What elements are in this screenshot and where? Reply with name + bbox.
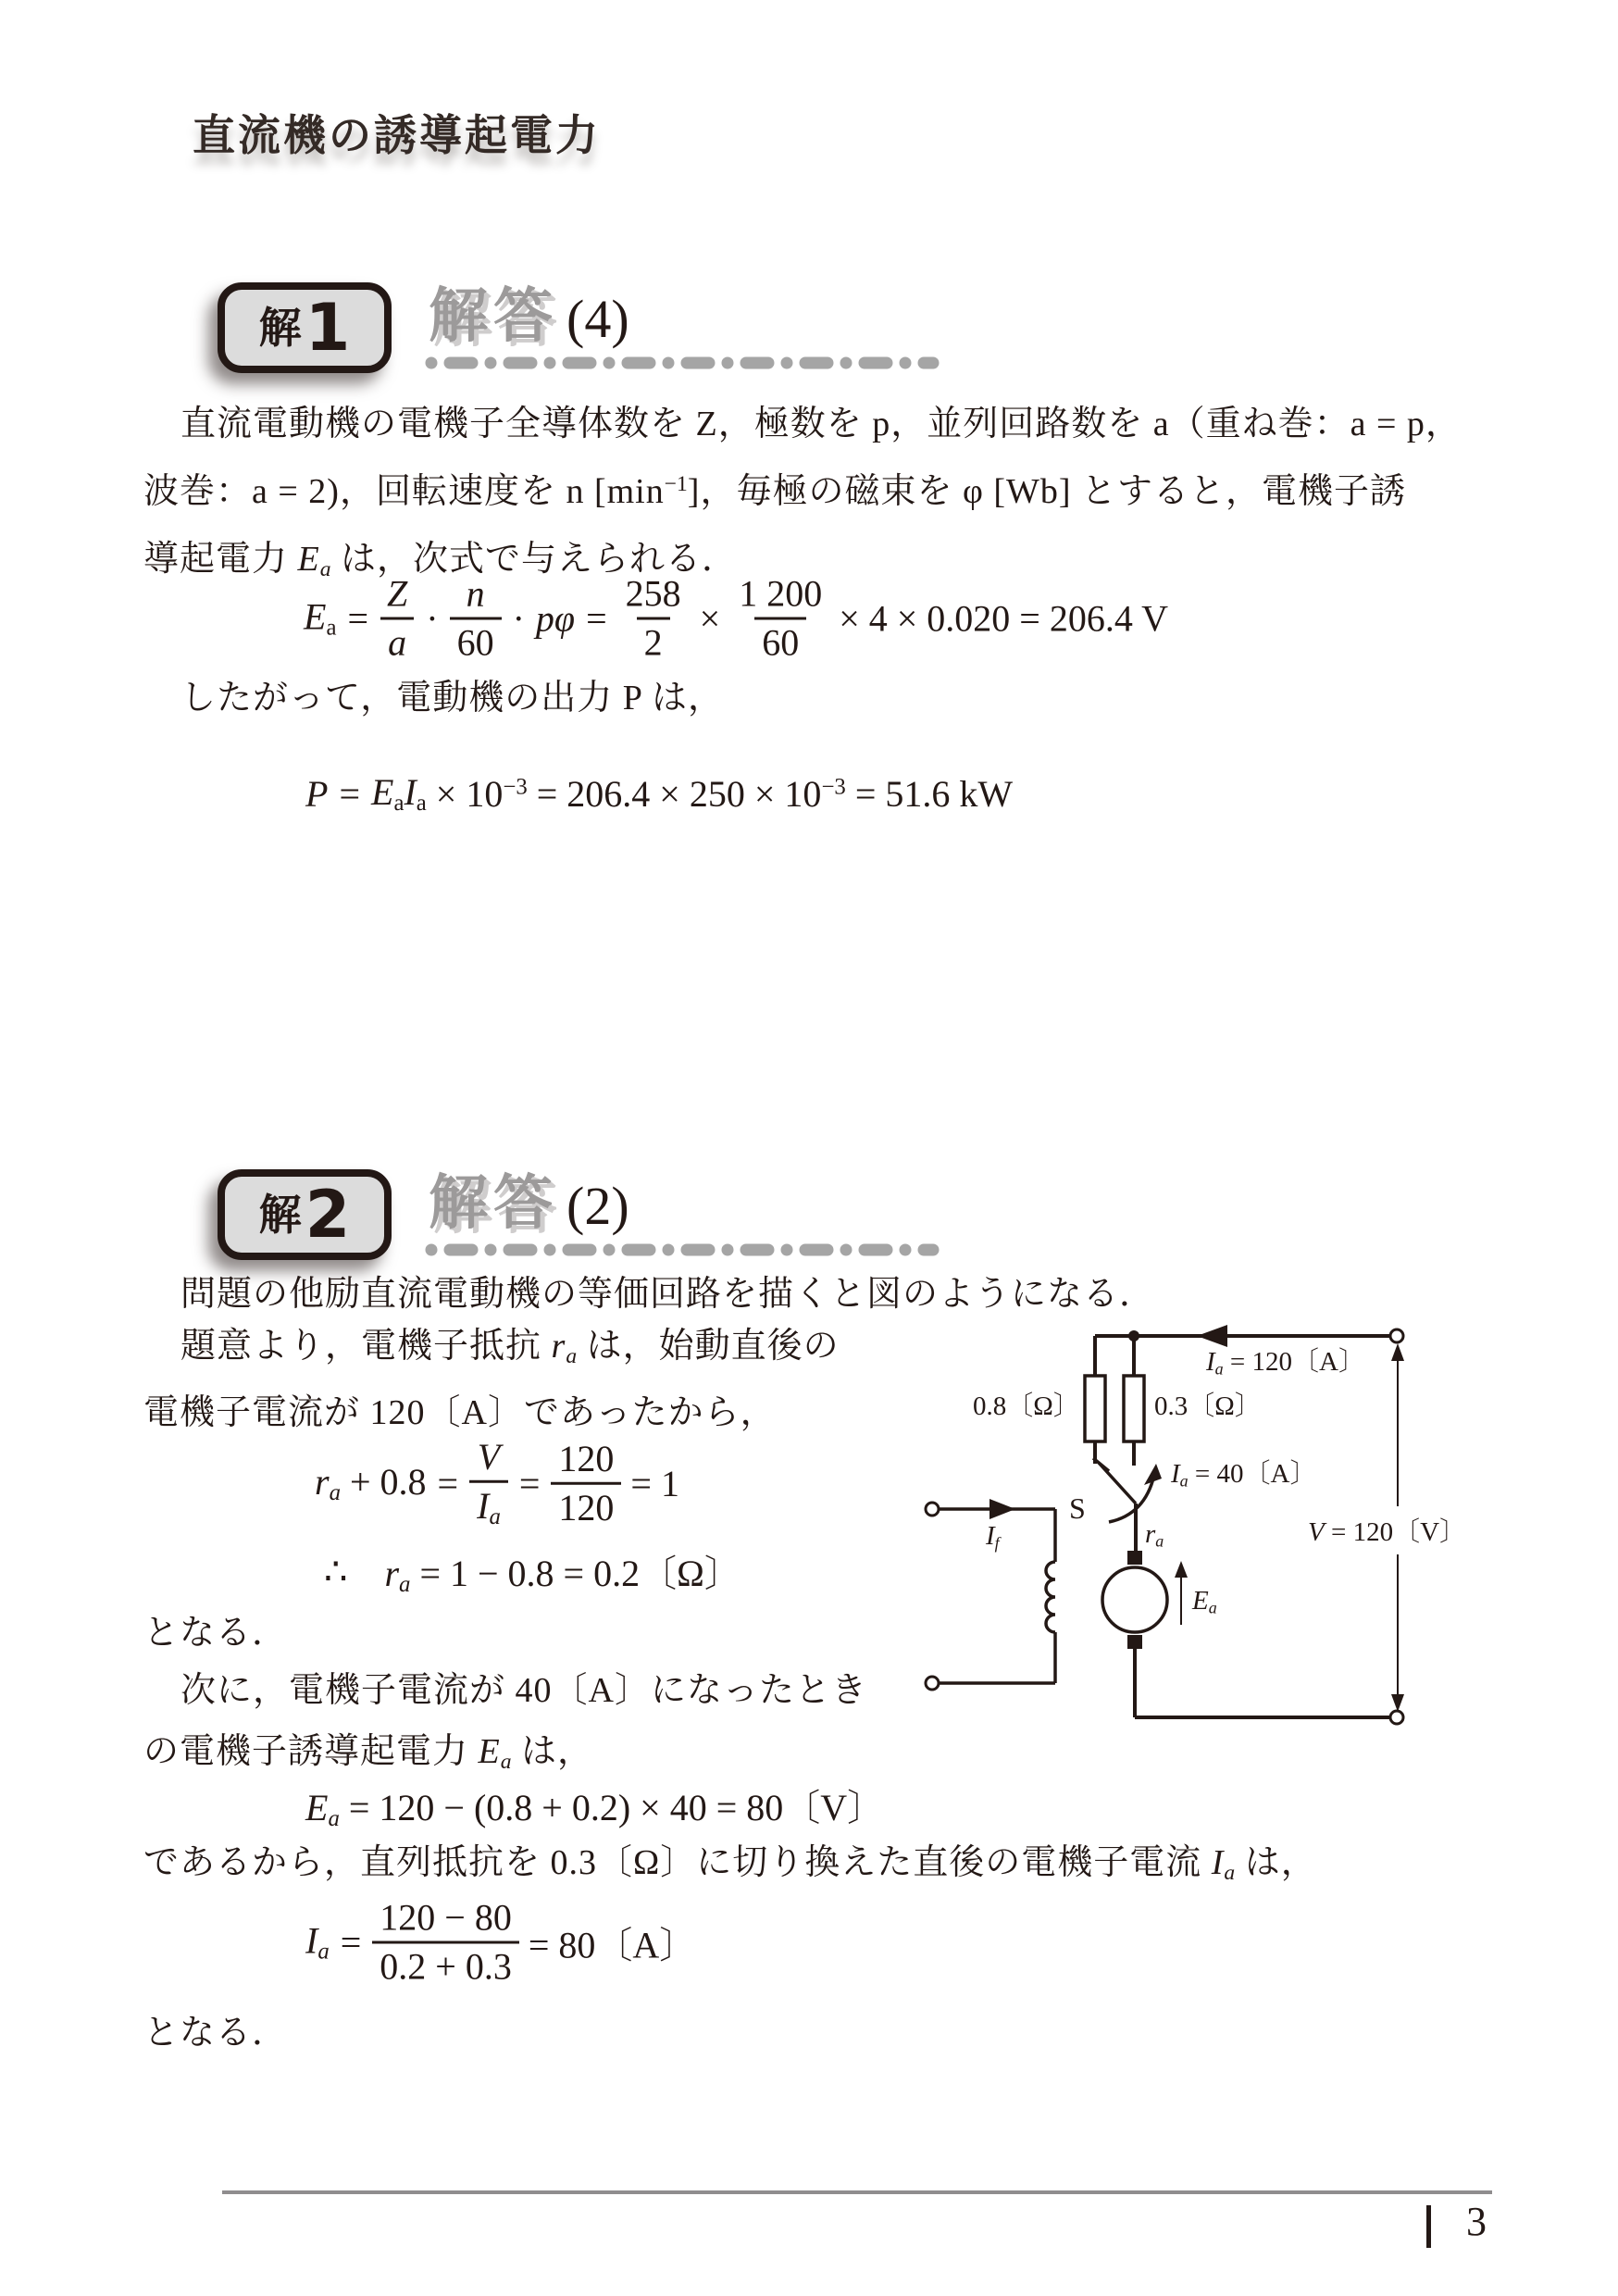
body-line: 電機子電流が 120〔A〕であったから， bbox=[143, 1393, 777, 1432]
footer-rule bbox=[222, 2190, 1492, 2194]
equation-ia: Ia = $\frac{120 - 80}{0.2 + 0.3}$ = 80〔A〕 bbox=[305, 1896, 697, 1988]
label-r03: 0.3〔Ω〕 bbox=[1154, 1391, 1262, 1421]
terminal bbox=[1390, 1329, 1403, 1342]
page-number: 3 bbox=[1466, 2199, 1487, 2244]
equation-ra: ra + 0.8 = $\frac{V}{Ia}$ = $\frac{120}{120}$ = 1 bbox=[315, 1435, 679, 1529]
equation-ea: Ea = $\frac{Z}{a}$ · $\frac{n}{60}$ · pφ = $\frac{258}{2}$ × $\frac{1 200}{60}$ × 4 × 0.020 = 206.4 V bbox=[304, 572, 1169, 664]
equation-ra-result: ∴ ra = 1 − 0.8 = 0.2〔Ω〕 bbox=[324, 1550, 741, 1598]
fraction: $\frac{V}{Ia}$ bbox=[469, 1437, 508, 1529]
label-ra: ra bbox=[1145, 1519, 1164, 1551]
body-line: したがって，電動機の出力 P は， bbox=[180, 679, 724, 718]
solution2-heading: 解答 bbox=[429, 1169, 558, 1238]
solution1-badge bbox=[218, 282, 392, 373]
current-arrow-if bbox=[989, 1499, 1015, 1519]
badge-number: 1 bbox=[305, 290, 351, 366]
body-line: 問題の他励直流電動機の等価回路を描くと図のようになる． bbox=[180, 1275, 1156, 1314]
body-line: 波巻：a = 2)，回転速度を n $[\min^{-1}]$，毎極の磁束を φ [Wb] とすると，電機子誘 bbox=[143, 472, 1407, 511]
equivalent-circuit-diagram bbox=[912, 1317, 1486, 1748]
fraction: $\frac{258}{2}$ bbox=[625, 572, 681, 664]
dash-rule bbox=[424, 1242, 942, 1257]
fraction: $\frac{120 - 80}{0.2 + 0.3}$ bbox=[372, 1898, 519, 1988]
badge-number: 2 bbox=[305, 1177, 351, 1253]
body-line: となる． bbox=[143, 1614, 289, 1653]
body-line: であるから，直列抵抗を 0.3〔Ω〕に切り換えた直後の電機子電流 Ia は， bbox=[143, 1843, 1317, 1885]
label-ia40: Ia = 40〔A〕 bbox=[1171, 1459, 1317, 1491]
fraction: $\frac{120}{120}$ bbox=[551, 1438, 621, 1528]
body-line: となる． bbox=[143, 2014, 289, 2053]
solution1-heading: 解答 bbox=[429, 282, 558, 351]
terminal bbox=[1390, 1711, 1403, 1724]
brush bbox=[1127, 1551, 1142, 1565]
fraction: $\frac{1 200}{60}$ bbox=[739, 572, 823, 664]
therefore-symbol: ∴ bbox=[324, 1550, 348, 1592]
label-v120: V = 120〔V〕 bbox=[1308, 1517, 1467, 1547]
body-line: 題意より，電機子抵抗 ra は，始動直後の bbox=[180, 1327, 840, 1368]
terminal bbox=[926, 1677, 939, 1690]
label-if: If bbox=[986, 1521, 1000, 1553]
brush bbox=[1127, 1635, 1142, 1649]
body-line: 次に，電機子電流が 40〔A〕になったとき bbox=[180, 1671, 867, 1710]
dash-rule bbox=[424, 356, 942, 370]
body-line: 直流電動機の電機子全導体数を Z，極数を p，並列回路数を a（重ね巻：a = p， bbox=[180, 405, 1462, 443]
page-title: 直流機の誘導起電力 bbox=[193, 110, 601, 160]
equation-p: P = EaIa × $10^{-3}$ = $206.4 \times 250 \times 10^{-3}$ = 51.6 kW bbox=[305, 770, 1014, 817]
label-switch: S bbox=[1069, 1491, 1086, 1525]
terminal bbox=[926, 1503, 939, 1516]
fraction: $\frac{n}{60}$ bbox=[450, 574, 502, 664]
junction-dot bbox=[1128, 1330, 1139, 1341]
solution1-answer-number: (4) bbox=[566, 289, 629, 349]
current-arrow-ia120 bbox=[1197, 1325, 1227, 1347]
label-ia120: Ia = 120〔A〕 bbox=[1206, 1347, 1365, 1379]
equation-ea2: Ea = 120 − (0.8 + 0.2) × 40 = 80〔V〕 bbox=[305, 1786, 885, 1832]
body-line: 導起電力 Ea は，次式で与えられる． bbox=[143, 540, 739, 581]
label-ea: Ea bbox=[1192, 1586, 1217, 1617]
badge-kanji: 解 bbox=[258, 1190, 302, 1240]
body-line: の電機子誘導起電力 Ea は， bbox=[143, 1732, 594, 1774]
badge-kanji: 解 bbox=[258, 303, 302, 353]
chapter-mark bbox=[1426, 2205, 1431, 2248]
solution2-answer-number: (2) bbox=[566, 1176, 629, 1236]
solution2-badge bbox=[218, 1169, 392, 1260]
label-r08: 0.8〔Ω〕 bbox=[973, 1391, 1080, 1421]
fraction: $\frac{Z}{a}$ bbox=[380, 574, 415, 664]
